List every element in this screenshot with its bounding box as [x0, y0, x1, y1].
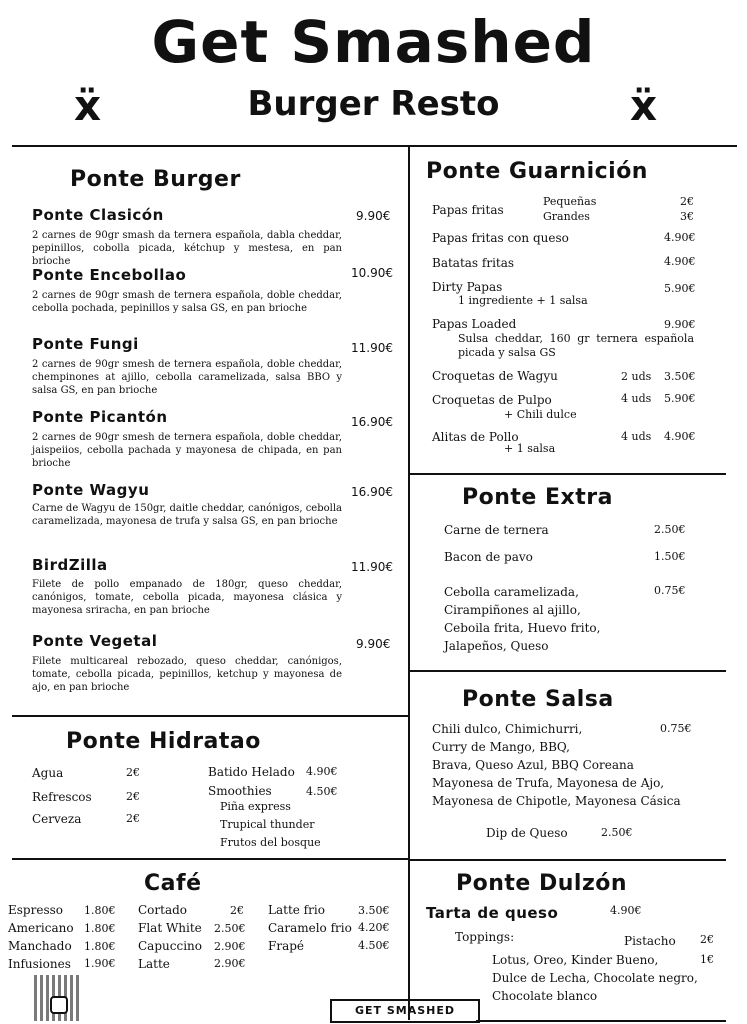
menu-item-description: Carne de Wagyu de 150gr, daitle cheddar, canónigos, cebolla caramelizada, mayonesa de trufa y salsa GS, en pan brioche	[32, 503, 343, 527]
menu-item-price: 4.90€	[664, 430, 696, 443]
extra-group-line: Cebolla caramelizada,	[444, 585, 579, 599]
menu-item-name: Ponte Encebollao	[32, 266, 187, 284]
salsa-line: Mayonesa de Trufa, Mayonesa de Ajo,	[432, 776, 665, 790]
section-title-guarnicion: Ponte Guarnición	[426, 159, 648, 184]
menu-item-price: 2€	[126, 766, 140, 779]
menu-item-price: 16.90€	[351, 485, 393, 499]
menu-item-price: 2.90€	[214, 957, 246, 970]
menu-item-price: 9.90€	[664, 318, 696, 331]
menu-item-price: 0.75€	[660, 722, 692, 735]
menu-item-price: 5.90€	[664, 282, 696, 295]
menu-item-price: 2.50€	[214, 922, 246, 935]
menu-item-name: Papas fritas con queso	[432, 231, 569, 245]
menu-item-name: Smoothies	[208, 784, 272, 798]
menu-item-price: 2€	[680, 195, 694, 208]
section-title-hidratao: Ponte Hidratao	[66, 729, 261, 754]
menu-item-name: Dirty Papas	[432, 280, 503, 294]
menu-item-name: Dip de Queso	[486, 826, 568, 840]
size-label: Pequeñas	[543, 195, 597, 208]
menu-item-price: 4.90€	[664, 231, 696, 244]
smoothie-flavor: Trupical thunder	[220, 818, 315, 831]
section-title-cafe: Café	[144, 871, 202, 896]
menu-item-description: Filete multicareal rebozado, queso cheddar, canónigos, tomate, cebolla picada, pepinillos, ketchup y mayonesa de ajo, en pan brioche	[32, 656, 342, 693]
salsa-line: Brava, Queso Azul, BBQ Coreana	[432, 758, 634, 772]
menu-item-name: BirdZilla	[32, 556, 108, 574]
menu-item-price: 2€	[700, 933, 714, 946]
restaurant-title: Get Smashed	[151, 8, 596, 76]
menu-item-price: 2€	[230, 904, 244, 917]
divider	[476, 1020, 726, 1022]
menu-item-name: Infusiones	[8, 957, 71, 971]
menu-item-note: + Chili dulce	[504, 408, 577, 421]
salsa-line: Chili dulco, Chimichurri,	[432, 722, 583, 736]
topping-line: Dulce de Lecha, Chocolate negro,	[492, 971, 698, 985]
salsa-line: Mayonesa de Chipotle, Mayonesa Cásica	[432, 794, 681, 808]
menu-item-price: 1.90€	[84, 957, 116, 970]
menu-item-price: 16.90€	[351, 415, 393, 429]
menu-item-price: 9.90€	[356, 637, 391, 651]
divider	[408, 859, 726, 861]
section-title-extra: Ponte Extra	[462, 485, 613, 510]
salsa-line: Curry de Mango, BBQ,	[432, 740, 570, 754]
menu-item-price: 3.50€	[358, 904, 390, 917]
menu-item-name: Papas Loaded	[432, 317, 517, 331]
menu-item-price: 5.90€	[664, 392, 696, 405]
menu-item-price: 2€	[126, 790, 140, 803]
menu-item-price: 0.75€	[654, 584, 686, 597]
extra-group-line: Ceboila frita, Huevo frito,	[444, 621, 601, 635]
section-title-salsa: Ponte Salsa	[462, 687, 614, 712]
section-title-burger: Ponte Burger	[70, 167, 241, 192]
menu-item-price: 4.50€	[306, 785, 338, 798]
menu-item-price: 11.90€	[351, 341, 393, 355]
menu-item-price: 1€	[700, 953, 714, 966]
menu-item-price: 4.90€	[306, 765, 338, 778]
menu-item-name: Batatas fritas	[432, 256, 515, 270]
menu-item-name: Batido Helado	[208, 765, 295, 779]
menu-item-price: 9.90€	[356, 209, 391, 223]
menu-item-description: 2 carnes de 90gr smesh de ternera española, doble cheddar, chempinones at ajillo, cebolla caramelizada, salsa BBO y salsa GS, en pan brioche	[32, 359, 342, 396]
topping-line: Lotus, Oreo, Kinder Bueno,	[492, 953, 659, 967]
menu-item-price: 4.90€	[664, 255, 696, 268]
menu-item-price: 1.80€	[84, 922, 116, 935]
menu-item-price: 2.50€	[601, 826, 633, 839]
divider	[12, 715, 410, 717]
topping-name: Pistacho	[624, 934, 676, 948]
menu-item-name: Ponte Picantón	[32, 408, 168, 426]
menu-item-price: 1.50€	[654, 550, 686, 563]
menu-item-name: Caramelo frio	[268, 921, 352, 935]
menu-item-price: 1.80€	[84, 904, 116, 917]
size-label: Grandes	[543, 210, 590, 223]
menu-item-price: 3€	[680, 210, 694, 223]
menu-item-price: 3.50€	[664, 370, 696, 383]
x-eyes-smiley-icon: ẍ	[74, 81, 102, 130]
menu-item-name: Croquetas de Wagyu	[432, 369, 558, 383]
extra-group-line: Jalapeños, Queso	[444, 639, 549, 653]
smoothie-flavor: Frutos del bosque	[220, 836, 321, 849]
divider	[408, 145, 410, 1020]
divider	[12, 145, 737, 147]
menu-item-price: 2€	[126, 812, 140, 825]
menu-item-description: Filete de pollo empanado de 180gr, queso cheddar, canónigos, tomate, cebolla picada, mayonesa clásica y mayonesa sriracha, en pan brioche	[32, 579, 342, 616]
menu-item-price: 2.90€	[214, 940, 246, 953]
menu-item-name: Cerveza	[32, 812, 82, 826]
menu-item-description: 2 carnes de 90gr smash da ternera española, dabla cheddar, pepinillos, cobolla picada, kétchup y mestesa, en pan brioche	[32, 230, 342, 267]
toppings-label: Toppings:	[455, 930, 515, 944]
menu-item-price: 1.80€	[84, 940, 116, 953]
topping-line: Chocolate blanco	[492, 989, 598, 1003]
menu-item-name: Bacon de pavo	[444, 550, 533, 564]
menu-item-description: 2 carnes de 90gr smash de ternera española, doble cheddar, cebolla pochada, pepinillos y salsa GS, en pan brioche	[32, 290, 342, 314]
menu-item-qty: 4 uds	[621, 392, 652, 405]
menu-item-name: Ponte Clasicón	[32, 206, 164, 224]
instagram-icon	[50, 996, 68, 1014]
restaurant-subtitle: Burger Resto	[247, 84, 500, 124]
menu-item-name: Cortado	[138, 903, 188, 917]
menu-item-name: Frapé	[268, 939, 304, 953]
menu-item-name: Refrescos	[32, 790, 92, 804]
menu-item-name: Capuccino	[138, 939, 202, 953]
menu-item-name: Agua	[32, 766, 64, 780]
menu-item-note: 1 ingrediente + 1 salsa	[458, 294, 588, 307]
menu-item-name: Ponte Vegetal	[32, 632, 158, 650]
menu-item-note: Sulsa cheddar, 160 gr ternera española picada y salsa GS	[458, 332, 694, 359]
menu-item-price: 4.50€	[358, 939, 390, 952]
smoothie-flavor: Piña express	[220, 800, 291, 813]
menu-item-qty: 4 uds	[621, 430, 652, 443]
menu-item-name: Manchado	[8, 939, 72, 953]
menu-item-name: Flat White	[138, 921, 202, 935]
section-title-dulzon: Ponte Dulzón	[456, 871, 628, 896]
x-eyes-smiley-icon: ẍ	[630, 81, 658, 130]
menu-item-price: 10.90€	[351, 266, 393, 280]
extra-group-line: Cirampiñones al ajillo,	[444, 603, 581, 617]
menu-item-name: Latte	[138, 957, 170, 971]
menu-item-price: 11.90€	[351, 560, 393, 574]
brand-badge: GET SMASHED	[330, 999, 480, 1023]
menu-item-description: 2 carnes de 90gr smesh de ternera española, doble cheddar, jaispeiios, cebolla pachada y mayonesa de chipada, en pan brioche	[32, 432, 342, 469]
menu-item-name: Alitas de Pollo	[432, 430, 519, 444]
menu-item-price: 2.50€	[654, 523, 686, 536]
menu-item-name: Tarta de queso	[426, 904, 559, 922]
menu-item-note: + 1 salsa	[504, 442, 556, 455]
menu-item-price: 4.90€	[610, 904, 642, 917]
divider	[408, 670, 726, 672]
menu-item-name: Papas fritas	[432, 203, 504, 217]
menu-item-price: 4.20€	[358, 921, 390, 934]
divider	[408, 473, 726, 475]
menu-item-name: Espresso	[8, 903, 63, 917]
menu-item-qty: 2 uds	[621, 370, 652, 383]
menu-item-name: Latte frio	[268, 903, 325, 917]
divider	[12, 858, 410, 860]
menu-item-name: Ponte Fungi	[32, 335, 139, 353]
menu-item-name: Americano	[8, 921, 74, 935]
menu-item-name: Carne de ternera	[444, 523, 549, 537]
menu-item-name: Croquetas de Pulpo	[432, 393, 552, 407]
menu-item-name: Ponte Wagyu	[32, 481, 150, 499]
